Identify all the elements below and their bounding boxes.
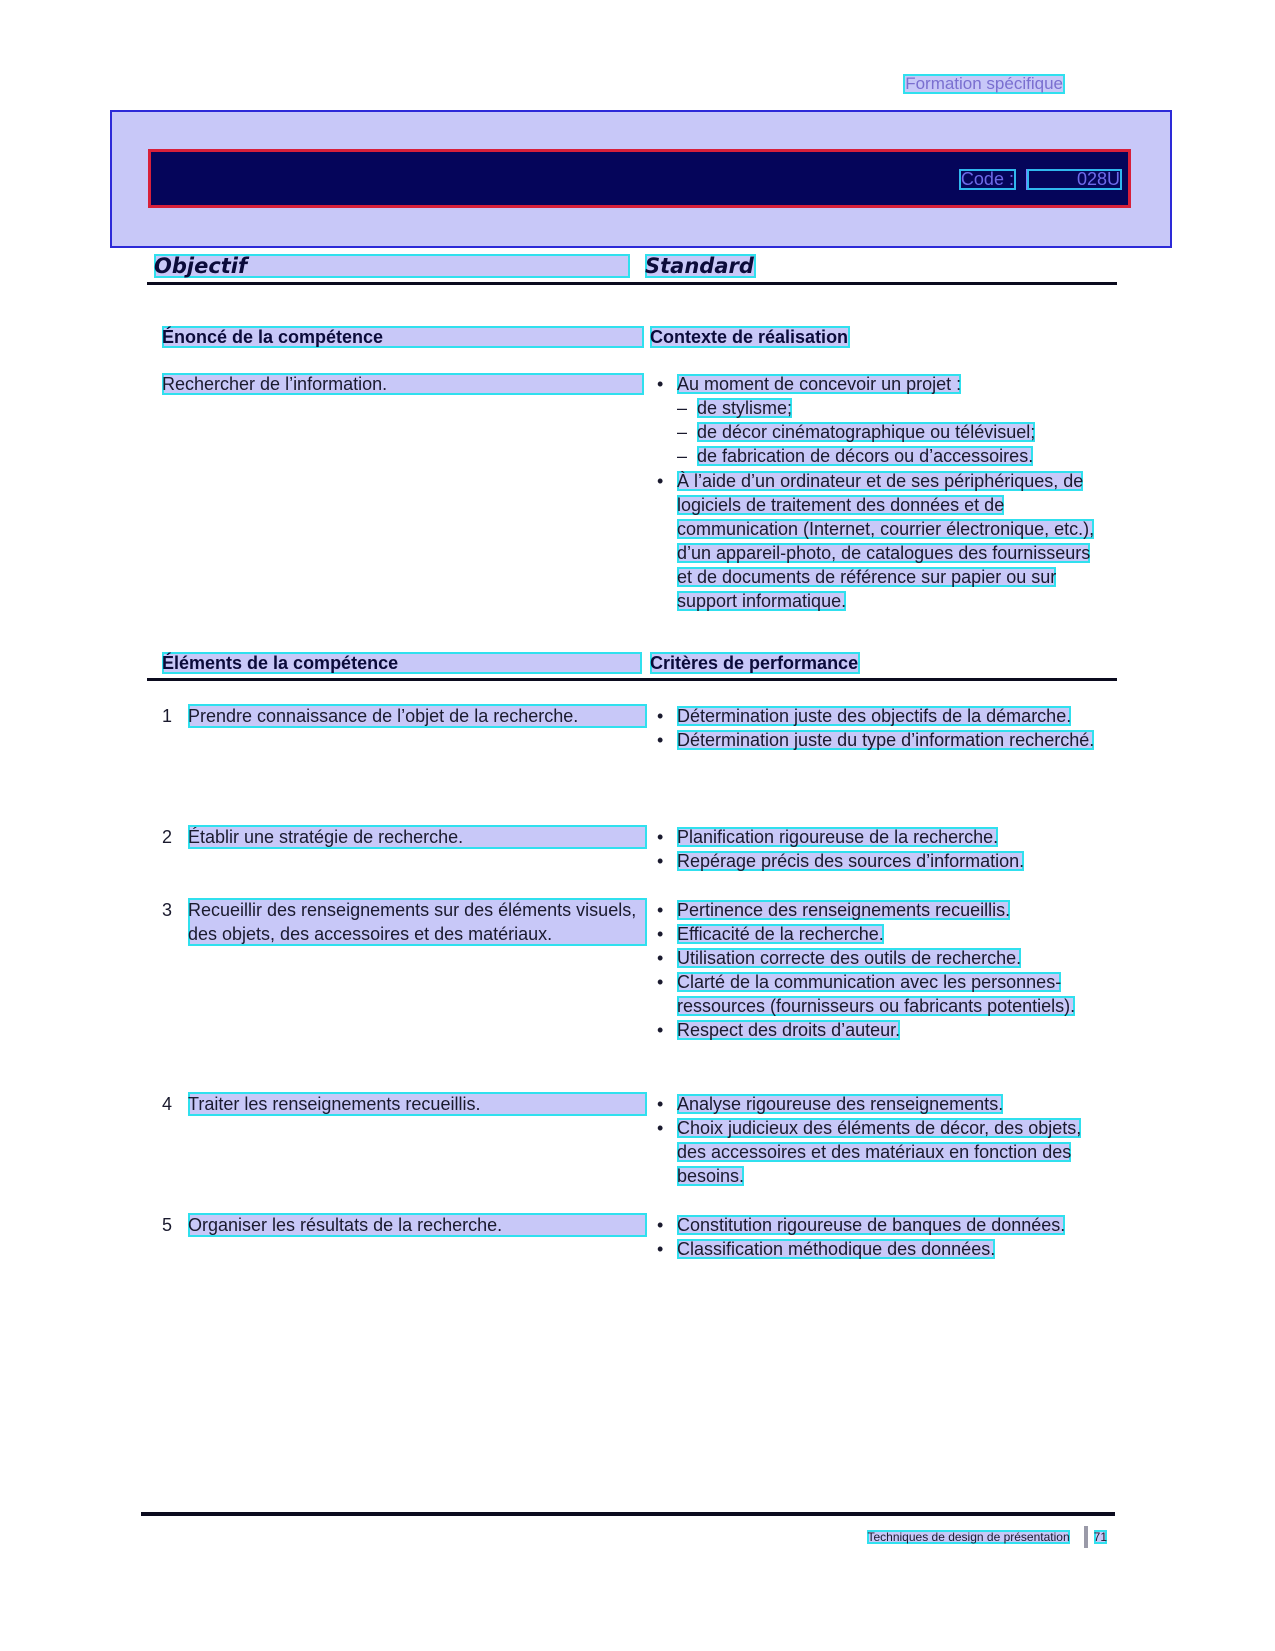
element-row-1: 1 Prendre connaissance de l’objet de la recherche. <box>162 704 647 728</box>
dash-icon: – <box>677 398 688 418</box>
sub-item: – de décor cinématographique ou télévisuel; <box>677 422 1036 442</box>
list-item: • Constitution rigoureuse de banques de données. <box>657 1215 1066 1235</box>
bullet-icon: • <box>657 1215 664 1235</box>
list-item: • Détermination juste des objectifs de la démarche. <box>657 706 1072 726</box>
bullet-icon: • <box>657 924 664 944</box>
section-rule <box>147 282 1117 285</box>
sub-item: – de stylisme; <box>677 398 793 418</box>
list-item: • Analyse rigoureuse des renseignements. <box>657 1094 1004 1114</box>
footer-program: Techniques de design de présentation <box>867 1530 1070 1544</box>
bullet-icon: • <box>657 900 664 920</box>
contexte-heading: Contexte de réalisation <box>650 327 849 347</box>
element-row-4: 4 Traiter les renseignements recueillis. <box>162 1092 647 1116</box>
section-objectif: Objectif <box>154 254 630 278</box>
top-label: Formation spécifique <box>905 74 1063 93</box>
title-bar <box>148 149 1131 208</box>
bullet-icon: • <box>657 1094 664 1114</box>
code-label: Code : <box>960 168 1014 189</box>
list-item: • Au moment de concevoir un projet : <box>657 374 962 394</box>
section-standard: Standard <box>645 254 754 278</box>
list-item: • Détermination juste du type d’information recherché. <box>657 730 1095 750</box>
criteria-list-2 <box>655 825 1110 873</box>
bullet-icon: • <box>657 851 664 871</box>
sub-item: – de fabrication de décors ou d’accessoires. <box>677 446 1034 466</box>
list-item: • Repérage précis des sources d’information. <box>657 851 1025 871</box>
footer-rule <box>141 1512 1115 1516</box>
list-item: • À l’aide d’un ordinateur et de ses périphériques, de logiciels de traitement des données et de communication (Internet, courrier électronique, etc.), d’un appareil-photo, de catalogues des fournisseurs et de documents de référence sur papier ou sur support informatique. <box>657 471 1095 611</box>
dash-icon: – <box>677 446 688 466</box>
enonce-heading: Énoncé de la compétence <box>162 326 644 348</box>
context-list <box>655 372 1110 613</box>
list-item: • Pertinence des renseignements recueillis. <box>657 900 1011 920</box>
element-row-5: 5 Organiser les résultats de la recherche. <box>162 1213 647 1237</box>
elements-heading: Éléments de la compétence <box>162 652 642 674</box>
sub-list <box>655 396 1110 468</box>
competency-code <box>959 168 1122 190</box>
list-item: • Respect des droits d’auteur. <box>657 1020 901 1040</box>
criteres-heading: Critères de performance <box>650 653 859 673</box>
bullet-icon: • <box>657 730 664 750</box>
list-item: • Clarté de la communication avec les personnes-ressources (fournisseurs ou fabricants potentiels). <box>657 972 1076 1016</box>
element-row-2: 2 Établir une stratégie de recherche. <box>162 825 647 849</box>
bullet-icon: • <box>657 972 664 992</box>
criteria-list-1 <box>655 704 1110 752</box>
code-value: 028U <box>1026 169 1122 190</box>
criteria-list-5 <box>655 1213 1110 1261</box>
page-number: 71 <box>1093 1530 1107 1544</box>
list-item: • Planification rigoureuse de la recherche. <box>657 827 999 847</box>
enonce-text: Rechercher de l’information. <box>162 373 644 395</box>
list-item: • Efficacité de la recherche. <box>657 924 884 944</box>
criteria-list-3 <box>655 898 1110 1042</box>
elements-rule <box>147 678 1117 681</box>
criteria-list-4 <box>655 1092 1110 1188</box>
bullet-icon: • <box>657 706 664 726</box>
bullet-icon: • <box>657 374 664 394</box>
bullet-icon: • <box>657 827 664 847</box>
bullet-icon: • <box>657 1020 664 1040</box>
footer-separator <box>1084 1526 1088 1548</box>
bullet-icon: • <box>657 471 664 491</box>
page-footer <box>867 1526 1107 1548</box>
bullet-icon: • <box>657 1118 664 1138</box>
list-item: • Utilisation correcte des outils de recherche. <box>657 948 1022 968</box>
list-item: • Classification méthodique des données. <box>657 1239 996 1259</box>
list-item: • Choix judicieux des éléments de décor, des objets, des accessoires et des matériaux en fonction des besoins. <box>657 1118 1082 1186</box>
bullet-icon: • <box>657 948 664 968</box>
element-row-3: 3 Recueillir des renseignements sur des éléments visuels, des objets, des accessoires et des matériaux. <box>162 898 647 946</box>
bullet-icon: • <box>657 1239 664 1259</box>
dash-icon: – <box>677 422 688 442</box>
